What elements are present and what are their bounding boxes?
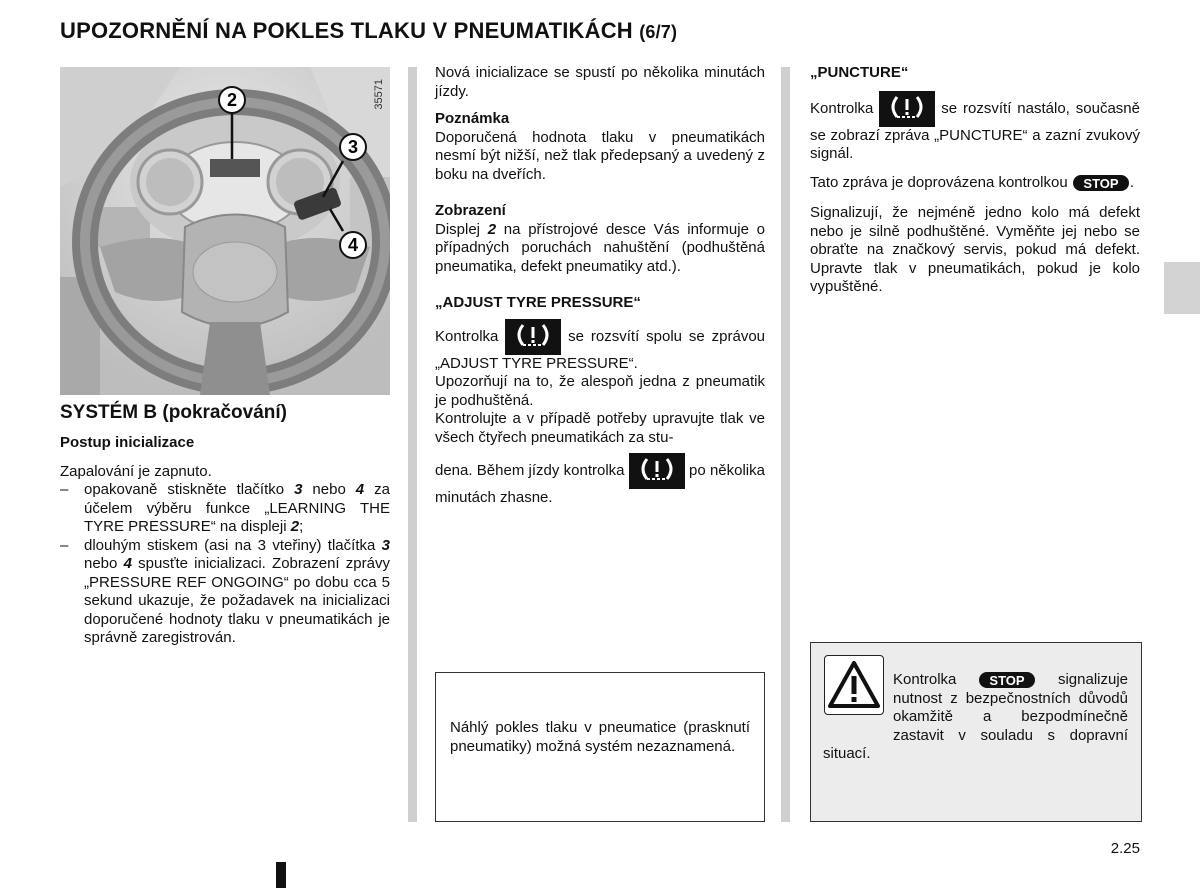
middle-column-text	[435, 64, 765, 508]
tyre-pressure-warning-icon	[505, 319, 561, 355]
display-heading: Zobrazení	[435, 202, 506, 219]
page-part: (6/7)	[639, 22, 678, 42]
svg-text:4: 4	[347, 235, 359, 255]
column-divider	[408, 67, 417, 822]
svg-text:2: 2	[226, 90, 238, 110]
note-heading: Poznámka	[435, 110, 510, 127]
chapter-tab	[1164, 262, 1200, 314]
image-reference-code: 35571	[373, 79, 385, 110]
callout-4	[338, 230, 368, 260]
adjust-text-3: Kontrolujte a v případě potřeby upravujte tlak ve všech čtyřech pneumatikách za stu-	[435, 410, 765, 446]
callout-2	[217, 85, 247, 115]
stop-warning-box	[810, 642, 1142, 822]
tyre-pressure-warning-icon	[879, 91, 935, 127]
stop-icon	[978, 671, 1036, 689]
reinit-note: Nová inicializace se spustí po několika minutách jízdy.	[435, 64, 765, 100]
svg-text:3: 3	[347, 137, 359, 157]
column-divider	[781, 67, 790, 822]
steering-wheel-photo	[60, 67, 390, 395]
list-item: – opakovaně stiskněte tlačítko 3 nebo 4 za účelem výběru funkce „LEARNING THE TYRE PRESSURE“ na displeji 2;	[60, 481, 390, 537]
procedure-list	[60, 481, 390, 648]
stop-accompany-text: Tato zpráva je doprovázena kontrolkou STOP .	[810, 173, 1135, 191]
stop-icon	[1072, 174, 1130, 192]
puncture-text: Kontrolka se rozsvítí nastálo, současně se zobrazí zpráva „PUNCTURE“ a zazní zvukový signál.	[810, 91, 1140, 164]
note-text: Doporučená hodnota tlaku v pneumatikách nesmí být nižší, než tlak předepsaný a uvedený z boku na dveřích.	[435, 128, 765, 183]
ignition-note: Zapalování je zapnuto.	[60, 462, 212, 480]
defect-text: Signalizují, že nejméně jedno kolo má defekt nebo je silně podhuštěné. Vyměňte jej nebo se obraťte na značkový servis, pokud má defekt. Upravte tlak v pneumatikách, pokud je kolo vypuštěné.	[810, 204, 1140, 295]
tyre-pressure-warning-icon	[629, 453, 685, 489]
svg-text:STOP: STOP	[1083, 175, 1119, 191]
adjust-text-2: Upozorňují na to, že alespoň jedna z pneumatik je podhuštěná.	[435, 373, 765, 409]
left-column-text	[60, 434, 390, 648]
display-text: Displej 2 na přístrojové desce Vás informuje o případných poruchách nahuštění (podhuštěná pneumatika, defekt pneumatiky atd.).	[435, 220, 765, 275]
print-marker	[276, 862, 286, 888]
section-heading: SYSTÉM B (pokračování)	[60, 402, 287, 423]
right-column-text	[810, 64, 1140, 297]
page-number: 2.25	[1110, 840, 1140, 857]
adjust-text: Kontrolka se rozsvítí spolu se zprávou „ADJUST TYRE PRESSURE“.	[435, 319, 765, 374]
callout-3	[338, 132, 368, 162]
stop-warning-text: Kontrolka STOP signalizuje nutnost z bezpečnostních důvodů okamžitě a bezpodmínečně zastavit v souladu s dopravní situací.	[823, 671, 1128, 762]
procedure-heading: Postup inicializace	[60, 434, 195, 451]
sudden-loss-info-box	[435, 672, 765, 822]
info-box-text: Náhlý pokles tlaku v pneumatice (prasknutí pneumatiky) možná systém nezaznamená.	[450, 719, 750, 755]
page-title: UPOZORNĚNÍ NA POKLES TLAKU V PNEUMATIKÁCH (6/7)	[60, 18, 678, 43]
adjust-heading: „ADJUST TYRE PRESSURE“	[435, 294, 641, 311]
adjust-text-4: dena. Během jízdy kontrolka po několika minutách zhasne.	[435, 453, 765, 508]
list-item: – dlouhým stiskem (asi na 3 vteřiny) tlačítka 3 nebo 4 spusťte inicializaci. Zobrazení zprávy „PRESSURE REF ONGOING“ po dobu cca 5 sekund ukazuje, že požadavek na inicializaci doporučené hodnoty tlaku v pneumatikách je správně zaregistrován.	[60, 537, 390, 648]
puncture-heading: „PUNCTURE“	[810, 64, 909, 81]
svg-text:STOP: STOP	[989, 673, 1025, 689]
